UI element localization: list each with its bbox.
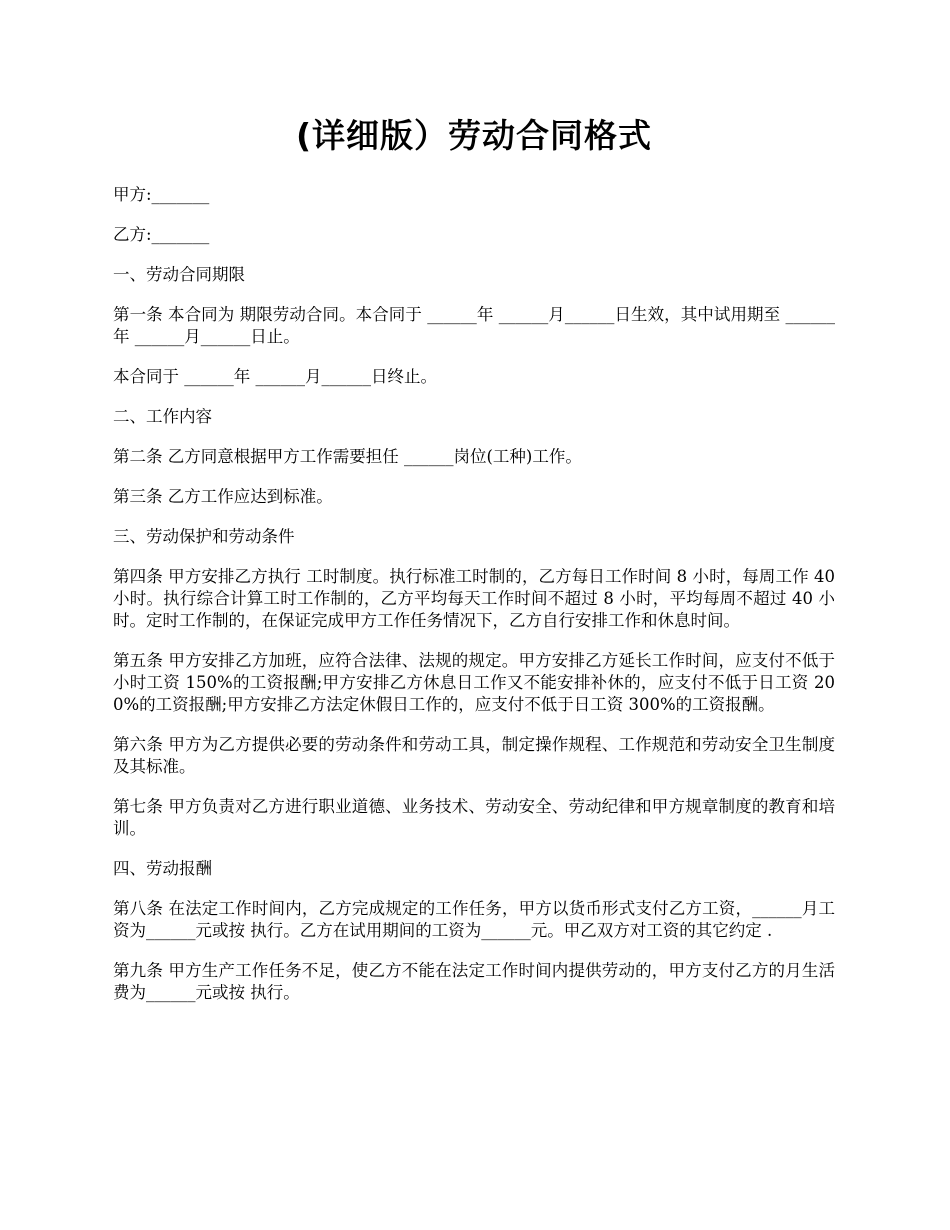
document-page xyxy=(113,110,835,1022)
article-2: 第二条 乙方同意根据甲方工作需要担任 ______岗位(工种)工作。 xyxy=(113,447,582,466)
article-9: 第九条 甲方生产工作任务不足，使乙方不能在法定工作时间内提供劳动的，甲方支付乙方的月生活费为______元或按 执行。 xyxy=(113,961,835,1002)
article-7: 第七条 甲方负责对乙方进行职业道德、业务技术、劳动安全、劳动纪律和甲方规章制度的教育和培训。 xyxy=(113,797,835,838)
article-8: 第八条 在法定工作时间内，乙方完成规定的工作任务，甲方以货币形式支付乙方工资，______月工资为______元或按 执行。乙方在试用期间的工资为______元。甲乙双方对工资的其它约定 . xyxy=(113,899,835,940)
section-heading-remuneration: 四、劳动报酬 xyxy=(113,859,212,878)
document-title: (详细版）劳动合同格式 xyxy=(295,116,653,155)
article-4: 第四条 甲方安排乙方执行 工时制度。执行标准工时制的，乙方每日工作时间 8 小时，每周工作 40 小时。执行综合计算工时工作制的，乙方平均每天工作时间不超过 8 小时，平均每周不超过 40 小时。定时工作制的，在保证完成甲方工作任务情况下，乙方自行安排工作和休息时间。 xyxy=(113,567,835,630)
party-b-line: 乙方:_______ xyxy=(113,225,210,244)
article-1: 第一条 本合同为 期限劳动合同。本合同于 ______年 ______月______日生效，其中试用期至 ______年 ______月______日止。 xyxy=(113,305,835,346)
section-heading-contract-term: 一、劳动合同期限 xyxy=(113,265,245,284)
article-3: 第三条 乙方工作应达到标准。 xyxy=(113,487,333,506)
article-5: 第五条 甲方安排乙方加班，应符合法律、法规的规定。甲方安排乙方延长工作时间，应支付不低于小时工资 150%的工资报酬;甲方安排乙方休息日工作又不能安排补休的，应支付不低于日工资 200%的工资报酬;甲方安排乙方法定休假日工作的，应支付不低于日工资 300%的工资报酬。 xyxy=(113,651,835,714)
section-heading-labor-protection: 三、劳动保护和劳动条件 xyxy=(113,527,295,546)
section-heading-work-content: 二、工作内容 xyxy=(113,407,212,426)
contract-termination-line: 本合同于 ______年 ______月______日终止。 xyxy=(113,367,437,386)
party-a-line: 甲方:_______ xyxy=(113,185,210,204)
article-6: 第六条 甲方为乙方提供必要的劳动条件和劳动工具，制定操作规程、工作规范和劳动安全卫生制度及其标准。 xyxy=(113,735,835,776)
